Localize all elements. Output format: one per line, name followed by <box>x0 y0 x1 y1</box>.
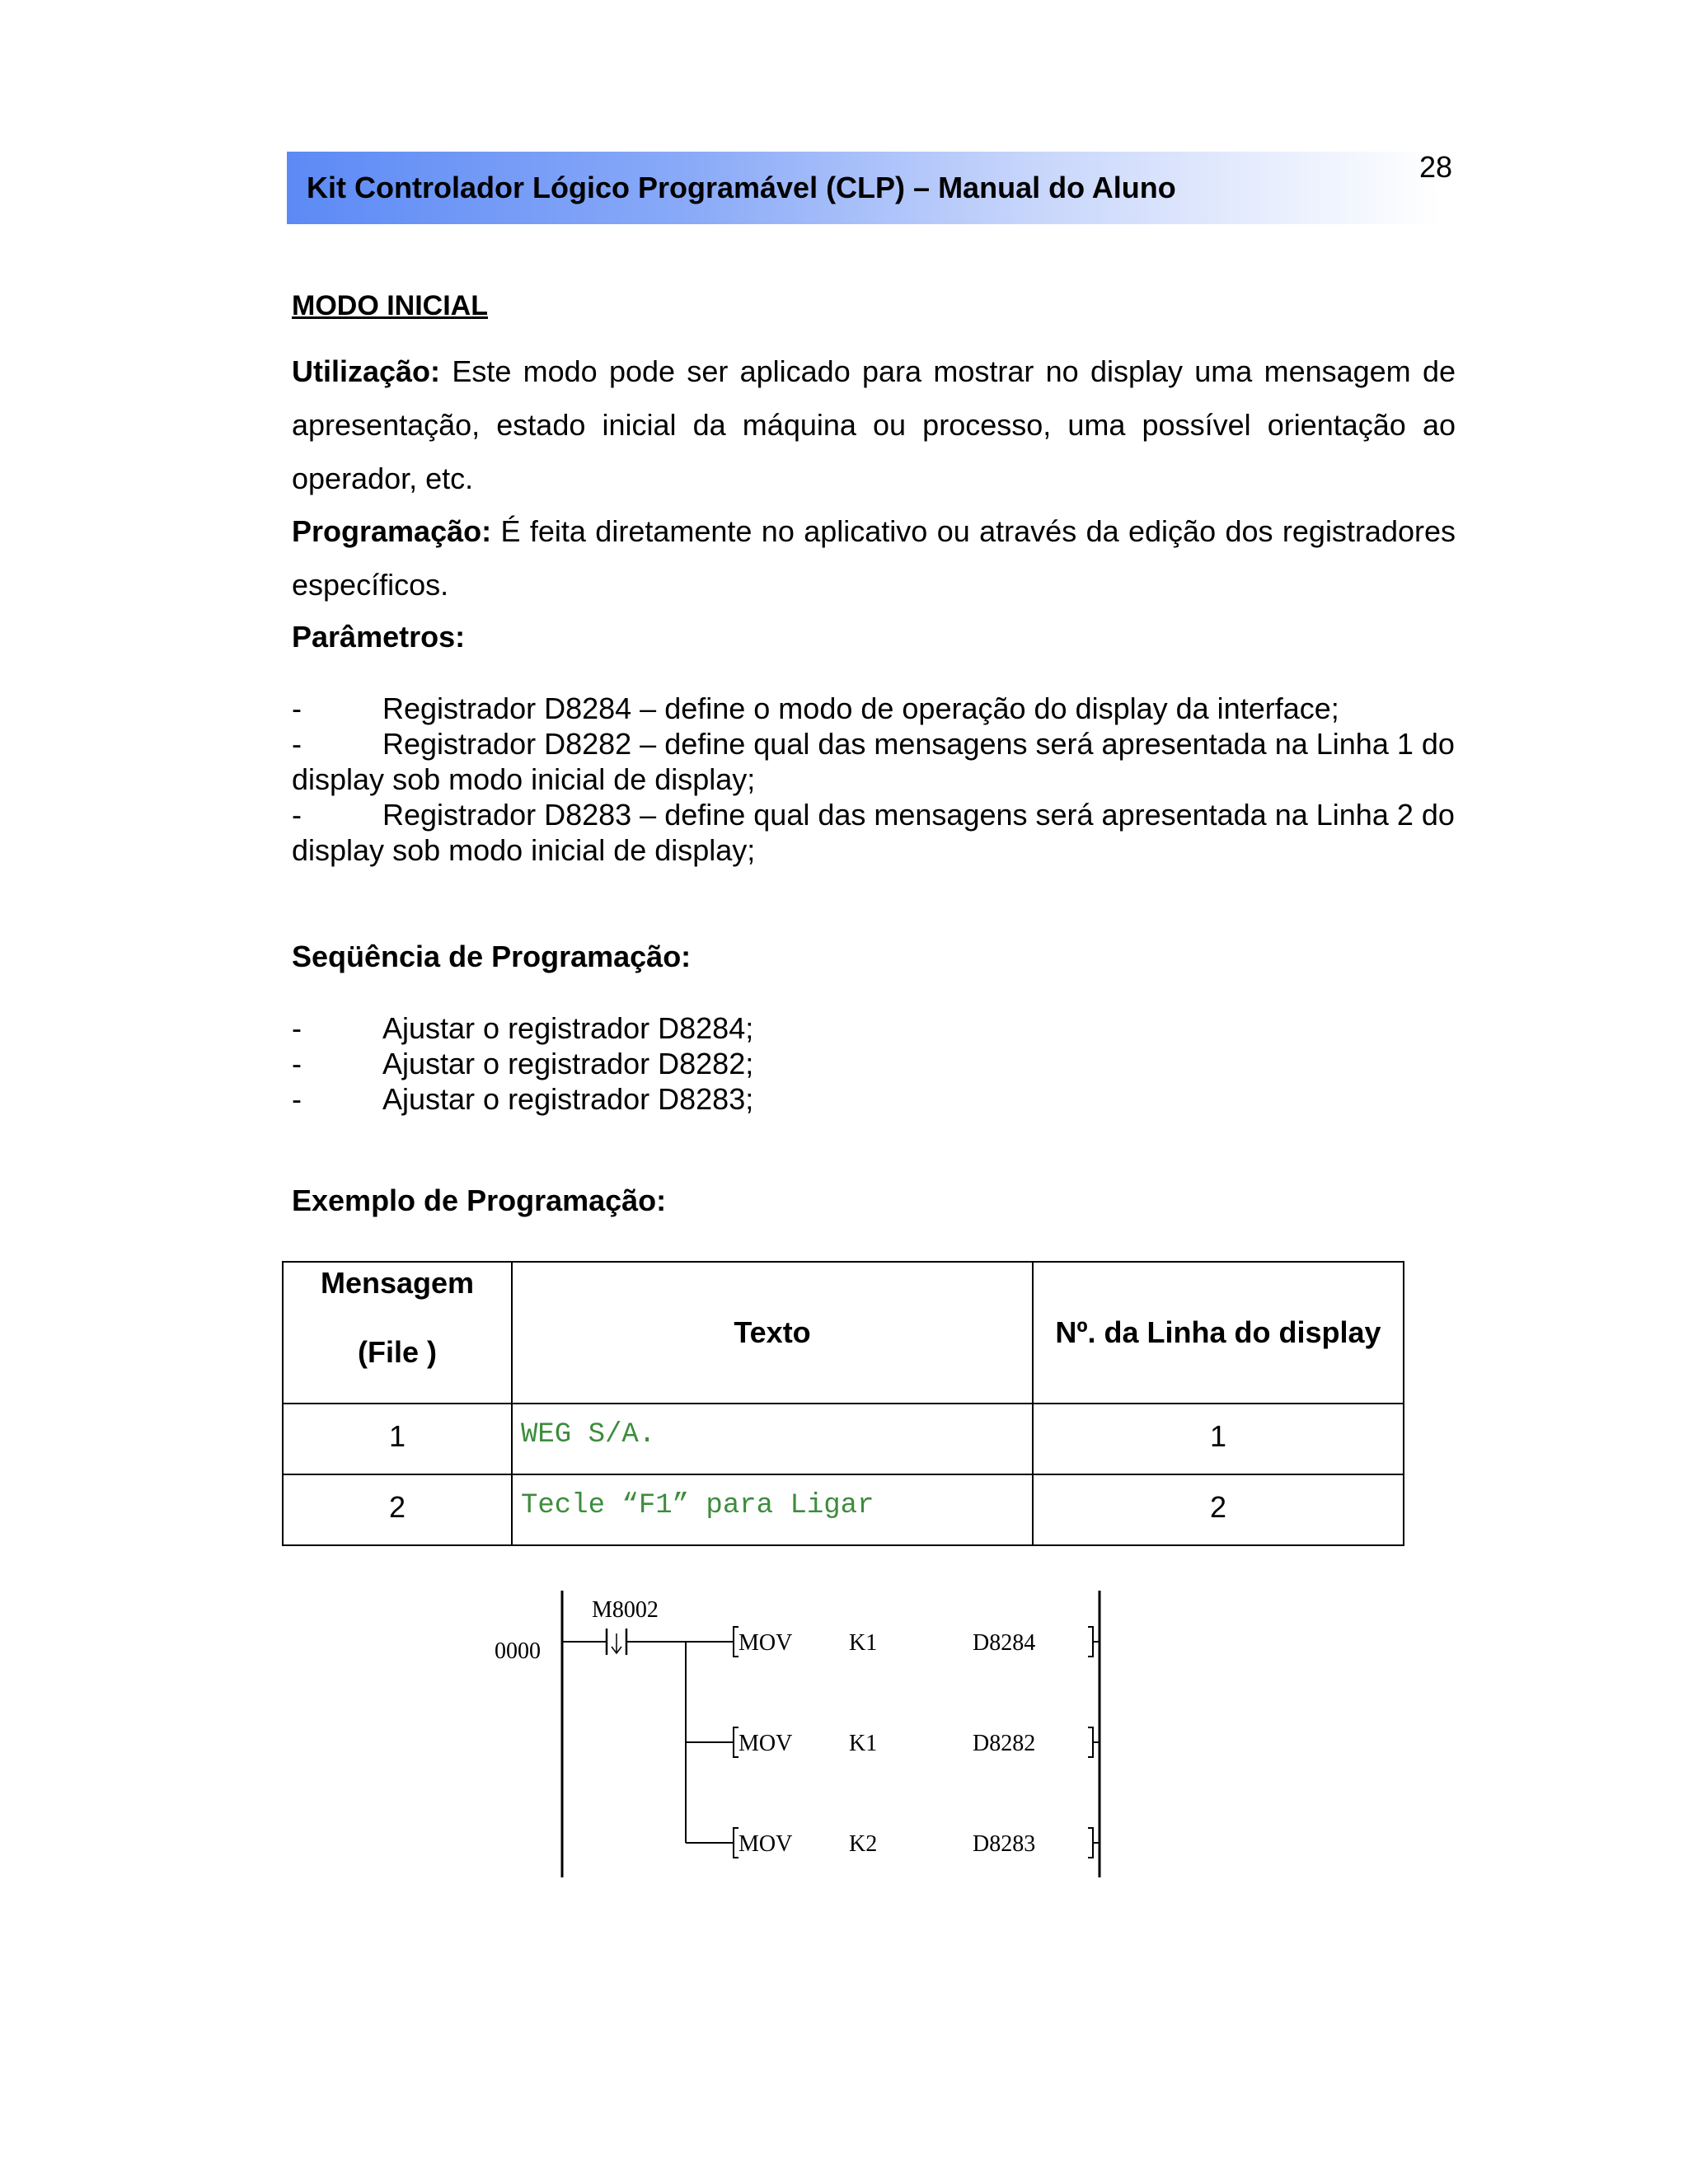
header-mensagem-line1: Mensagem <box>320 1266 475 1300</box>
list-item <box>292 1046 1456 1081</box>
utilizacao-text: Este modo pode ser aplicado para mostrar no display uma mensagem de apresentação, estado inicial da máquina ou processo, uma possível orientação ao operador, etc. <box>292 354 1456 495</box>
instruction-op: MOV <box>738 1731 793 1756</box>
section-title: MODO INICIAL <box>292 290 488 321</box>
exemplo-label: Exemplo de Programação: <box>292 1183 667 1217</box>
list-text: Registrador D8283 – define qual das mensagens será apresentada na Linha 2 do display sob modo inicial de display; <box>292 798 1455 867</box>
list-dash: - <box>292 798 302 832</box>
header-mensagem-line2: (File ) <box>358 1335 437 1369</box>
utilizacao-paragraph <box>292 344 1456 505</box>
contact-label: M8002 <box>592 1597 659 1623</box>
page-number: 28 <box>1419 150 1453 184</box>
list-item <box>292 1081 1456 1117</box>
table-row <box>283 1404 1404 1474</box>
sequencia-list <box>292 1010 1456 1117</box>
list-dash: - <box>292 1082 302 1116</box>
cell-mensagem: 1 <box>283 1404 512 1474</box>
cell-linha: 1 <box>1033 1404 1404 1474</box>
table-header-row <box>283 1262 1404 1404</box>
sequencia-label: Seqüência de Programação: <box>292 940 692 973</box>
instruction-src: K2 <box>849 1831 878 1857</box>
instruction-op: MOV <box>738 1831 793 1857</box>
instruction-block <box>734 1727 1100 1757</box>
header-band <box>287 152 1441 224</box>
list-text: Registrador D8282 – define qual das mensagens será apresentada na Linha 1 do display sob modo inicial de display; <box>292 727 1455 796</box>
cell-mensagem: 2 <box>283 1474 512 1545</box>
list-item <box>292 797 1456 868</box>
example-table <box>282 1261 1404 1546</box>
instruction-dst: D8284 <box>973 1630 1036 1656</box>
header-texto: Texto <box>512 1262 1033 1404</box>
list-item <box>292 726 1456 797</box>
ladder-diagram <box>486 1591 1113 1887</box>
programacao-paragraph <box>292 504 1456 612</box>
header-mensagem <box>283 1262 512 1404</box>
instruction-src: K1 <box>849 1630 878 1656</box>
cell-texto: WEG S/A. <box>512 1404 1033 1474</box>
parametros-label: Parâmetros: <box>292 620 466 654</box>
list-item <box>292 691 1456 726</box>
list-dash: - <box>292 691 302 725</box>
list-dash: - <box>292 1047 302 1080</box>
pulse-contact-icon <box>607 1629 626 1655</box>
instruction-op: MOV <box>738 1630 793 1656</box>
list-text: Ajustar o registrador D8282; <box>382 1047 754 1080</box>
programacao-text: É feita diretamente no aplicativo ou através da edição dos registradores específicos. <box>292 514 1456 602</box>
cell-texto: Tecle “F1” para Ligar <box>512 1474 1033 1545</box>
instruction-block <box>734 1828 1100 1858</box>
list-text: Ajustar o registrador D8283; <box>382 1082 754 1116</box>
list-text: Registrador D8284 – define o modo de operação do display da interface; <box>382 691 1339 725</box>
parametros-list <box>292 691 1456 868</box>
instruction-dst: D8282 <box>973 1731 1036 1756</box>
cell-linha: 2 <box>1033 1474 1404 1545</box>
list-dash: - <box>292 1011 302 1045</box>
ladder-step-number: 0000 <box>495 1638 541 1664</box>
header-title: Kit Controlador Lógico Programável (CLP) – Manual do Aluno <box>307 171 1176 204</box>
instruction-dst: D8283 <box>973 1831 1036 1857</box>
programacao-label: Programação: <box>292 514 492 548</box>
list-text: Ajustar o registrador D8284; <box>382 1011 754 1045</box>
instruction-block <box>734 1627 1100 1657</box>
instruction-src: K1 <box>849 1731 878 1756</box>
list-dash: - <box>292 727 302 761</box>
table-row <box>283 1474 1404 1545</box>
list-item <box>292 1010 1456 1046</box>
header-linha: Nº. da Linha do display <box>1033 1262 1404 1404</box>
utilizacao-label: Utilização: <box>292 354 441 388</box>
